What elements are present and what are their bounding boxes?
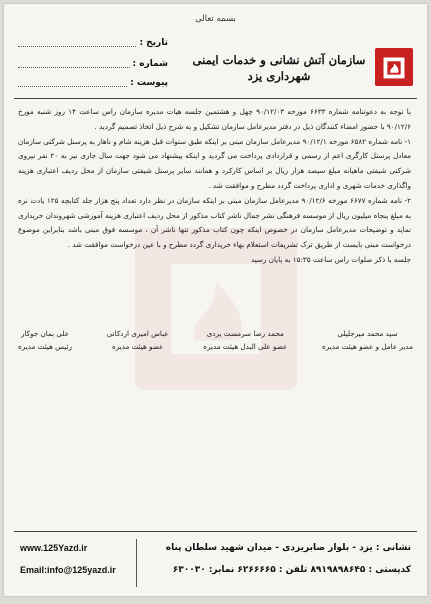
signatory-name: عباس امیری اردکانی bbox=[106, 329, 169, 338]
org-name-line2: شهرداری یزد bbox=[247, 69, 311, 83]
number-label: شماره : bbox=[132, 59, 168, 69]
signatory-name: علی بمان جوکار bbox=[20, 329, 70, 338]
resolution-1-paragraph: ۱- نامه شماره ۶۵۸۲ مورخه ۹۰/۱۲/۱ مدیرعامل سازمان مبنی بر اینکه طبق سنوات قبل هزینه شام و ناهار به پرسنل شرکتی سازمان معادل پرسنل کارگری اعم از رسمی و قراردادی پرداخت می گردید و اینکه پیشنهاد می شود جهت سال جاری نیز به ۲۰ نفر نیروی شرکتی شیفتی ماهیانه مبلغ سیصد هزار ریال بر اساس کارکرد و همانند سایر پرسنل شیفتی سازمان از محل ردیف اعتباری هزینه واگذاری خدمات شهری و اداری پرداخت گردد مطرح و موافقت شد . bbox=[18, 136, 412, 190]
signatory-role: رئیس هیئت مدیره bbox=[18, 342, 72, 351]
footer-website-link[interactable]: www.125Yazd.ir bbox=[20, 543, 88, 553]
signature-member bbox=[107, 327, 169, 353]
signature-ceo bbox=[322, 327, 413, 353]
date-label: تاریخ : bbox=[139, 38, 168, 48]
signatory-name: سید محمد میرجلیلی bbox=[337, 329, 398, 338]
attachment-field bbox=[18, 77, 168, 89]
signatory-name: محمد رضا سرمست یزدی bbox=[206, 329, 284, 338]
signature-chairman bbox=[18, 327, 72, 353]
footer-address: نشانی : یزد - بلوار صابریزدی - میدان شهید سلطان پناه bbox=[165, 543, 411, 553]
signatory-role: عضو هیئت مدیره bbox=[111, 342, 164, 351]
letter-footer bbox=[4, 531, 427, 596]
number-line bbox=[18, 61, 130, 68]
attachment-label: پیوست : bbox=[130, 78, 168, 88]
minutes-body bbox=[18, 105, 411, 268]
signatory-role: مدیر عامل و عضو هیئت مدیره bbox=[321, 342, 413, 351]
footer-separator bbox=[136, 539, 137, 587]
closing-paragraph: جلسه با ذکر صلوات راس ساعت ۱۵:۳۵ به پایان رسید bbox=[250, 254, 411, 264]
organization-name bbox=[189, 52, 369, 84]
letter-page bbox=[4, 4, 427, 596]
date-field bbox=[18, 37, 168, 49]
number-field bbox=[18, 58, 168, 70]
attachment-line bbox=[18, 80, 127, 87]
footer-postal-phone: کدپستی : ۸۹۱۹۸۹۸۶۴۵ تلفن : ۶۲۶۶۶۶۵ نمابر: ۶۳۰۰۳۰ bbox=[172, 565, 411, 575]
signatures-block bbox=[18, 327, 413, 353]
bismillah-heading: بسمه تعالی bbox=[195, 14, 236, 24]
signature-alternate-member bbox=[203, 327, 287, 353]
org-name-line1: سازمان آتش نشانی و خدمات ایمنی bbox=[192, 53, 366, 67]
date-line bbox=[18, 40, 136, 47]
footer-email-link[interactable]: Email:info@125yazd.ir bbox=[20, 565, 116, 575]
fire-department-logo-icon bbox=[375, 48, 413, 86]
signatory-role: عضو علی البدل هیئت مدیره bbox=[203, 342, 288, 351]
resolution-2-paragraph: ۲- نامه شماره ۶۶۷۷ مورخه ۹۰/۱۲/۶ مدیرعامل سازمان مبنی بر اینکه سازمان در نظر دارد تعداد پنج هزار جلد کتابچه ۱۲۵ یادت نره به مبلغ پنجاه میلیون ریال از موسسه فرهنگی نشر جمال ناشر کتاب مذکور از محل ردیف اعتباری هزینه آموزشی شهروندان خریداری نماید و توضیحات مدیرعامل سازمان در خصوص اینکه چون کتاب مذکور تنها ناشر آن ، موسسه فوق مبنی باشد بنابراین موضوع درخواست مبنی بایست از طریق ترک تشریفات استعلام بهاء خریداری گردد مطرح و با عین درخواست موافقت شد . bbox=[18, 195, 411, 250]
intro-paragraph: با توجه به دعوتنامه شماره ۶۶۳۳ مورخه ۹۰/۱۲/۰۳ چهل و هشتمین جلسه هیات مدیره سازمان راس ساعت ۱۴ روز شنبه مورخ ۹۰/۱۲/۶ با حضور امضاء کنندگان ذیل در دفتر مدیرعامل سازمان تشکیل و به شرح ذیل اتخاذ تصمیم گردید . bbox=[18, 107, 411, 131]
header-divider bbox=[14, 98, 417, 99]
